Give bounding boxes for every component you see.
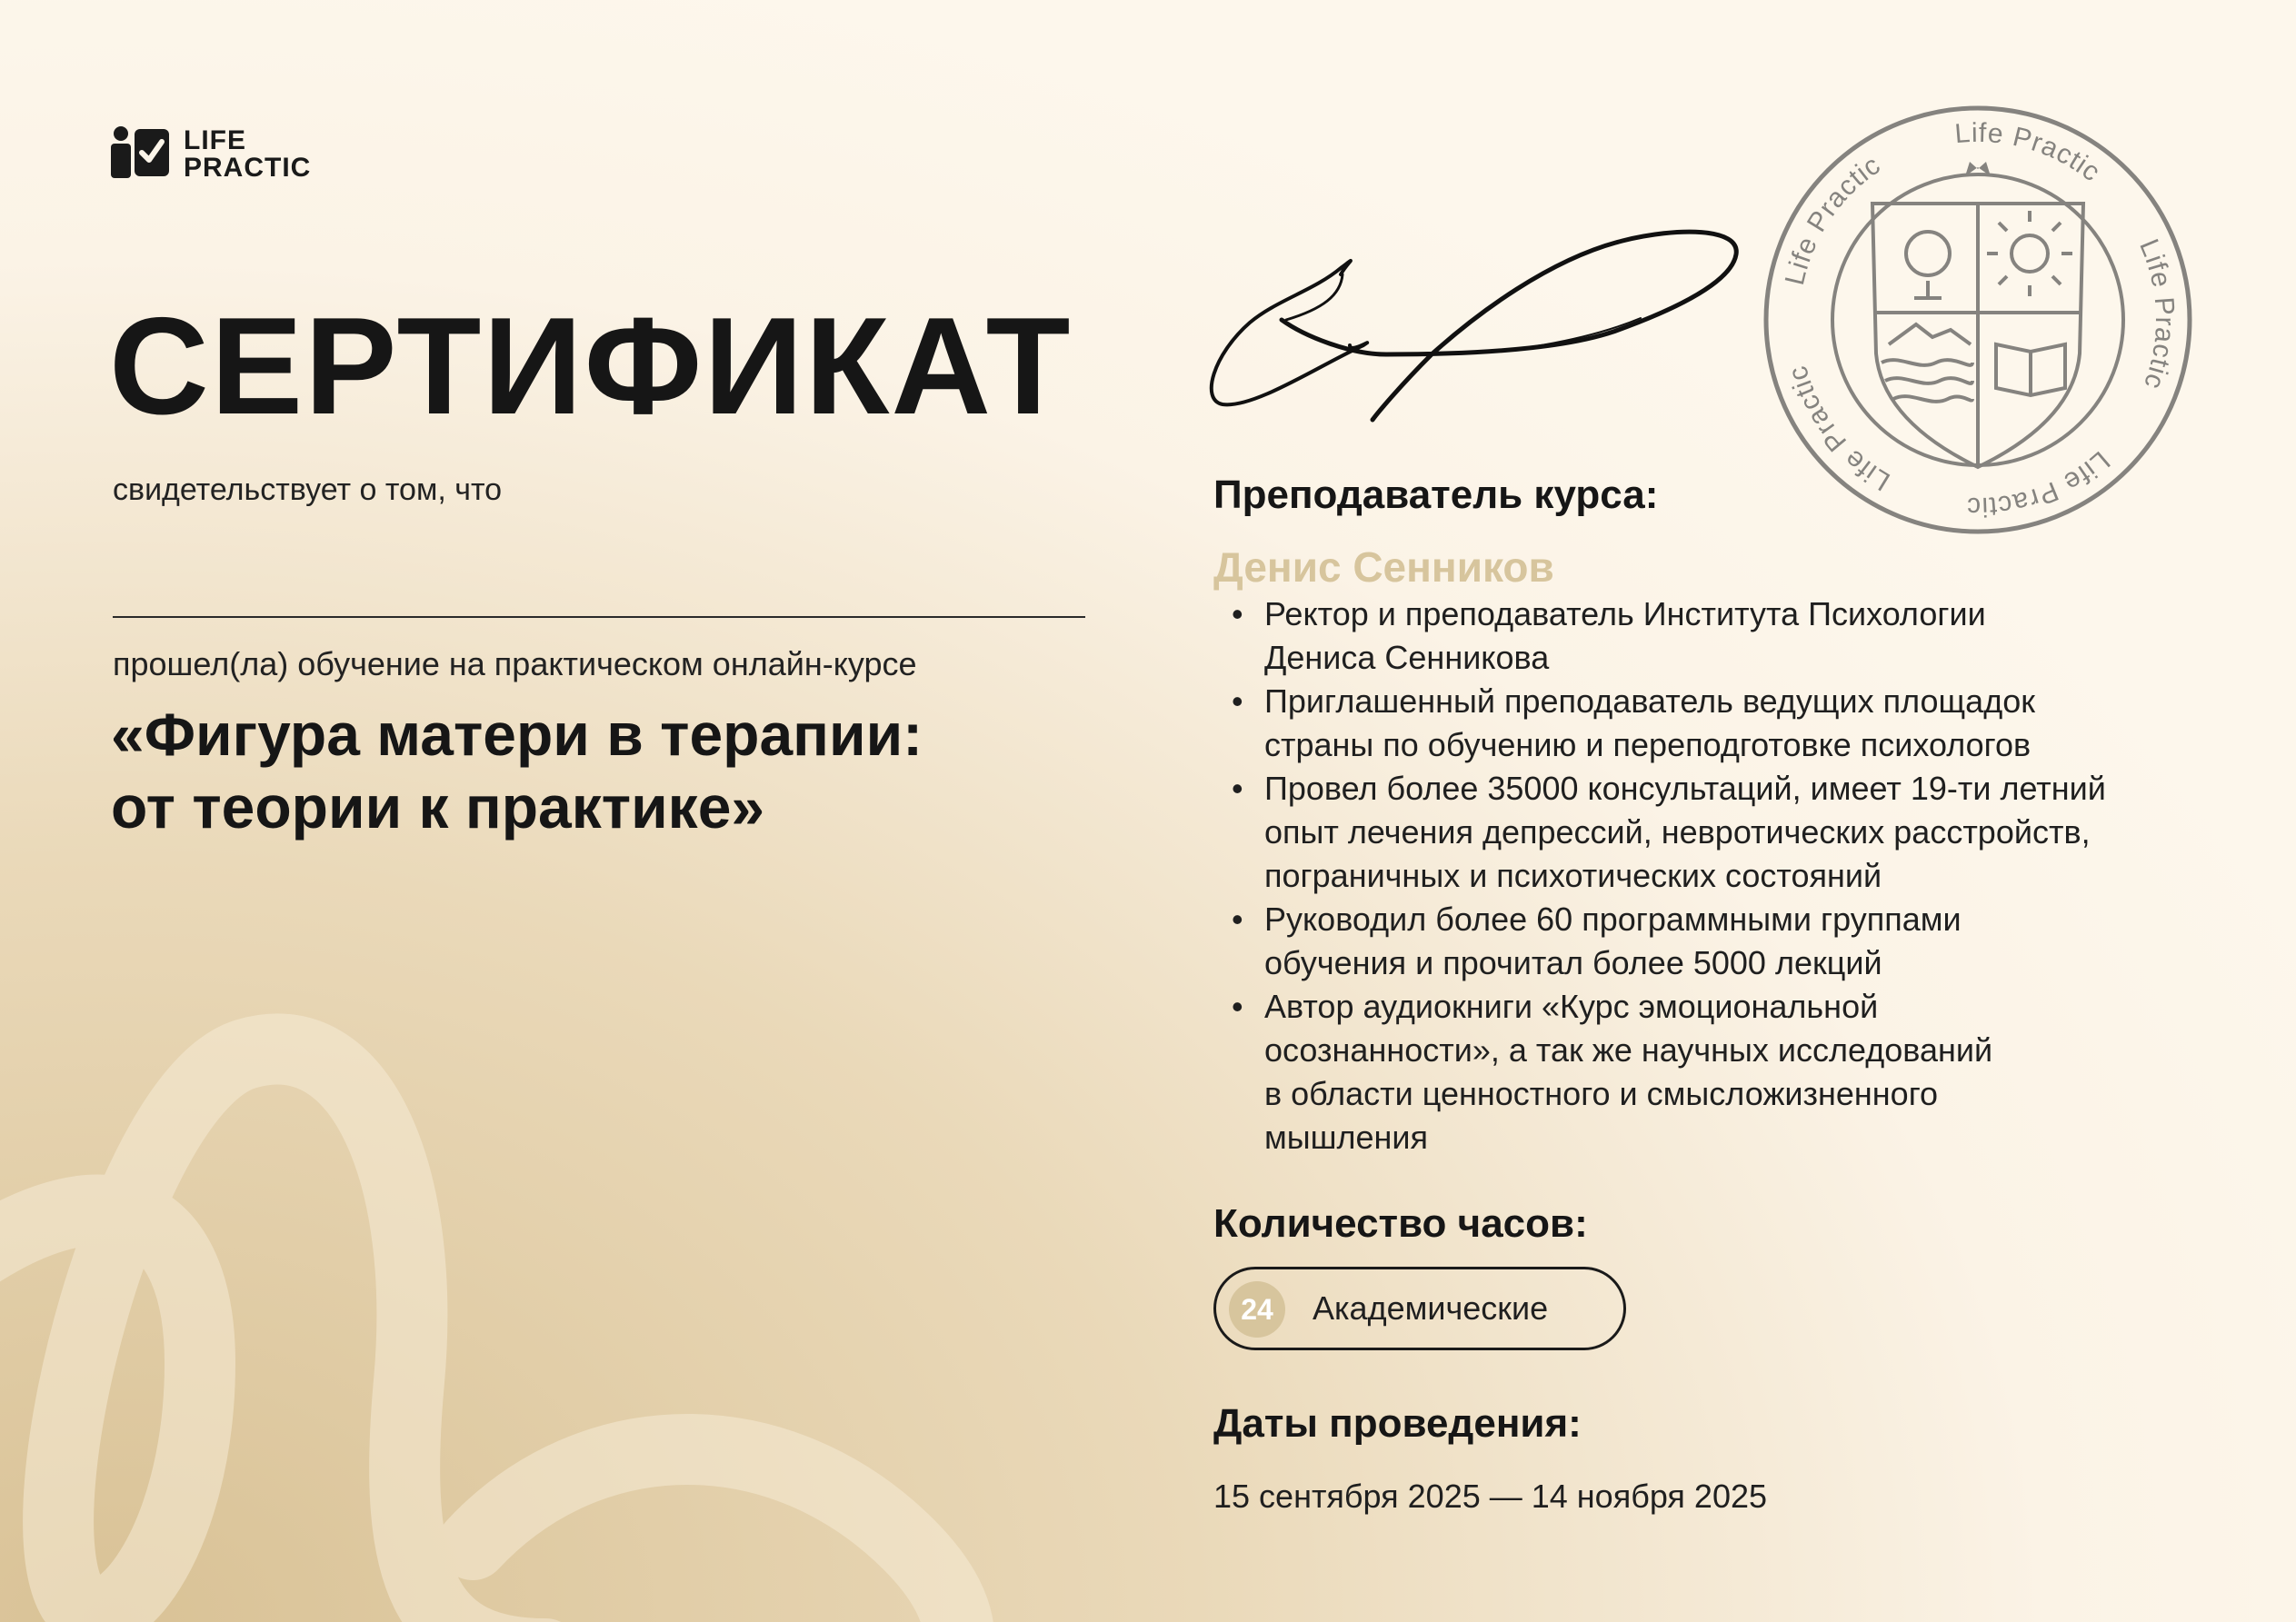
bio-item [1232, 767, 2259, 898]
course-title-line-1: «Фигура матери в терапии: [111, 701, 923, 768]
handwritten-signature [1204, 218, 1750, 427]
recipient-name-line [113, 616, 1085, 618]
bullet-icon: • [1232, 595, 1243, 632]
teacher-heading: Преподаватель курса: [1213, 473, 1659, 517]
bio-item [1232, 680, 2259, 767]
bio-line: Автор аудиокниги «Курс эмоциональной [1264, 988, 1879, 1025]
dates-value: 15 сентября 2025 — 14 ноября 2025 [1213, 1478, 1768, 1515]
brand-logo [111, 125, 320, 184]
hours-heading: Количество часов: [1213, 1201, 1588, 1246]
bio-line: мышления [1264, 1119, 1429, 1156]
svg-text:Life Practic [1953, 118, 2106, 188]
bio-line: Провел более 35000 консультаций, имеет 19-ти летний [1264, 770, 2106, 807]
certifies-text: свидетельствует о том, что [113, 473, 503, 507]
course-title-line-2: от теории к практике» [111, 773, 765, 841]
bio-line: Руководил более 60 программными группами [1264, 901, 1962, 938]
seal-ring-text-1: Life Practic [1779, 149, 1887, 288]
bio-line: Приглашенный преподаватель ведущих площадок [1264, 682, 2035, 720]
dates-heading: Даты проведения: [1213, 1401, 1582, 1446]
bio-item [1232, 985, 2259, 1159]
hours-number: 24 [1229, 1281, 1285, 1338]
course-title [111, 698, 1093, 843]
seal-stamp [1762, 104, 2194, 536]
bio-line: страны по обучению и переподготовке психологов [1264, 726, 2031, 763]
bio-line: осознанности», а так же научных исследований [1264, 1031, 1993, 1069]
svg-text:Life Practic [1780, 150, 1886, 288]
seal-ring-text-4: Life Practic [1965, 444, 2116, 522]
logo-wordmark [184, 127, 311, 182]
completed-text: прошел(ла) обучение на практическом онлайн-курсе [113, 645, 917, 682]
bullet-icon: • [1232, 988, 1243, 1025]
hours-label: Академические [1313, 1289, 1549, 1327]
bio-line: Дениса Сенникова [1264, 639, 1550, 676]
logo-line-2: PRACTIC [184, 153, 312, 183]
seal-ring-text-2: Life Practic [1953, 117, 2107, 188]
bio-item [1232, 592, 2259, 680]
seal-ring-text-5: Life Practic [1782, 362, 1896, 497]
bio-line: в области ценностного и смысложизненного [1264, 1075, 1939, 1112]
crest-with-globe-sun-mountain-book-icon [1872, 162, 2083, 467]
seal-ring-text-3: Life Practic [2133, 234, 2181, 394]
bio-line: обучения и прочитал более 5000 лекций [1264, 944, 1882, 981]
bio-item [1232, 898, 2259, 985]
hours-badge [1213, 1267, 1626, 1350]
logo-line-1: LIFE [184, 125, 246, 155]
teacher-bio-list [1232, 592, 2259, 1159]
bullet-icon: • [1232, 770, 1243, 807]
bio-line: Ректор и преподаватель Института Психологии [1264, 595, 1986, 632]
bio-line: пограничных и психотических состояний [1264, 857, 1882, 894]
teacher-name: Денис Сенников [1213, 543, 1554, 591]
svg-text:Life Practic [1782, 362, 1895, 496]
bullet-icon: • [1232, 901, 1243, 938]
svg-text:Life Practic [1966, 445, 2116, 522]
person-checkmark-icon [111, 125, 171, 178]
certificate-title: СЕРТИФИКАТ [109, 289, 1073, 443]
bullet-icon: • [1232, 682, 1243, 720]
bio-line: опыт лечения депрессий, невротических расстройств, [1264, 813, 2091, 851]
svg-text:Life Practic [2133, 234, 2180, 393]
